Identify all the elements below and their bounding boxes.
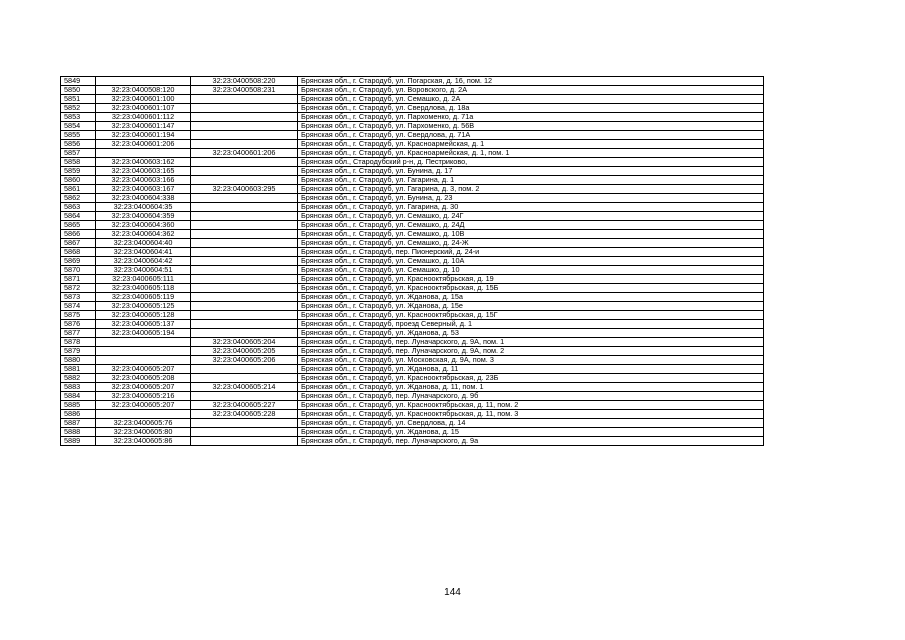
cadastral-number-cell: 32:23:0400605:207: [96, 383, 191, 392]
row-number-cell: 5860: [61, 176, 96, 185]
table-row: [61, 293, 764, 302]
table-row: [61, 113, 764, 122]
cadastral-number-cell: 32:23:0400604:360: [96, 221, 191, 230]
row-number-cell: 5880: [61, 356, 96, 365]
table-row: [61, 374, 764, 383]
address-cell: Брянская обл., г. Стародуб, ул. Свердлова, д. 71А: [298, 131, 764, 140]
address-cell: Брянская обл., г. Стародуб, пер. Луначарского, д. 9а: [298, 437, 764, 446]
row-number-cell: 5884: [61, 392, 96, 401]
row-number-cell: 5863: [61, 203, 96, 212]
row-number-cell: 5886: [61, 410, 96, 419]
premises-cadastral-cell: [191, 167, 298, 176]
row-number-cell: 5883: [61, 383, 96, 392]
address-cell: Брянская обл., г. Стародуб, ул. Семашко, д. 2А: [298, 95, 764, 104]
cadastral-number-cell: [96, 356, 191, 365]
table-row: [61, 383, 764, 392]
cadastral-number-cell: 32:23:0400605:194: [96, 329, 191, 338]
premises-cadastral-cell: [191, 221, 298, 230]
table-row: [61, 239, 764, 248]
table-row: [61, 329, 764, 338]
premises-cadastral-cell: 32:23:0400605:214: [191, 383, 298, 392]
row-number-cell: 5885: [61, 401, 96, 410]
table-row: [61, 104, 764, 113]
cadastral-number-cell: 32:23:0400605:119: [96, 293, 191, 302]
table-row: [61, 320, 764, 329]
table-row: [61, 275, 764, 284]
premises-cadastral-cell: [191, 293, 298, 302]
premises-cadastral-cell: [191, 95, 298, 104]
table-row: [61, 149, 764, 158]
row-number-cell: 5882: [61, 374, 96, 383]
table-row: [61, 131, 764, 140]
address-cell: Брянская обл., г. Стародуб, ул. Жданова, д. 53: [298, 329, 764, 338]
row-number-cell: 5859: [61, 167, 96, 176]
premises-cadastral-cell: [191, 329, 298, 338]
premises-cadastral-cell: [191, 374, 298, 383]
table-row: [61, 437, 764, 446]
premises-cadastral-cell: 32:23:0400605:227: [191, 401, 298, 410]
cadastral-number-cell: [96, 338, 191, 347]
premises-cadastral-cell: [191, 122, 298, 131]
address-cell: Брянская обл., г. Стародуб, ул. Семашко, д. 10В: [298, 230, 764, 239]
address-cell: Брянская обл., г. Стародуб, ул. Свердлова, д. 14: [298, 419, 764, 428]
premises-cadastral-cell: [191, 302, 298, 311]
cadastral-number-cell: [96, 149, 191, 158]
row-number-cell: 5868: [61, 248, 96, 257]
row-number-cell: 5855: [61, 131, 96, 140]
premises-cadastral-cell: 32:23:0400605:228: [191, 410, 298, 419]
address-cell: Брянская обл., г. Стародуб, ул. Краснооктябрьская, д. 11, пом. 2: [298, 401, 764, 410]
table-row: [61, 212, 764, 221]
row-number-cell: 5849: [61, 77, 96, 86]
cadastral-number-cell: 32:23:0400601:107: [96, 104, 191, 113]
address-cell: Брянская обл., г. Стародуб, ул. Красноармейская, д. 1: [298, 140, 764, 149]
row-number-cell: 5871: [61, 275, 96, 284]
table-row: [61, 428, 764, 437]
address-cell: Брянская обл., г. Стародуб, ул. Бунина, д. 17: [298, 167, 764, 176]
table-row: [61, 266, 764, 275]
premises-cadastral-cell: [191, 365, 298, 374]
table-row: [61, 392, 764, 401]
table-row: [61, 176, 764, 185]
cadastral-number-cell: 32:23:0400603:166: [96, 176, 191, 185]
address-cell: Брянская обл., г. Стародуб, ул. Семашко, д. 24-Ж: [298, 239, 764, 248]
cadastral-number-cell: 32:23:0400601:194: [96, 131, 191, 140]
table-row: [61, 248, 764, 257]
row-number-cell: 5858: [61, 158, 96, 167]
cadastral-number-cell: 32:23:0400605:86: [96, 437, 191, 446]
cadastral-number-cell: 32:23:0400604:362: [96, 230, 191, 239]
table-row: [61, 284, 764, 293]
table-row: [61, 410, 764, 419]
row-number-cell: 5852: [61, 104, 96, 113]
cadastral-number-cell: 32:23:0400601:100: [96, 95, 191, 104]
premises-cadastral-cell: 32:23:0400605:204: [191, 338, 298, 347]
cadastral-number-cell: 32:23:0400603:165: [96, 167, 191, 176]
cadastral-number-cell: 32:23:0400604:359: [96, 212, 191, 221]
premises-cadastral-cell: [191, 230, 298, 239]
cadastral-number-cell: 32:23:0400605:118: [96, 284, 191, 293]
table-row: [61, 86, 764, 95]
address-cell: Брянская обл., г. Стародуб, ул. Жданова, д. 15а: [298, 293, 764, 302]
address-cell: Брянская обл., г. Стародуб, ул. Семашко, д. 24Г: [298, 212, 764, 221]
premises-cadastral-cell: [191, 194, 298, 203]
table-row: [61, 311, 764, 320]
cadastral-number-cell: 32:23:0400601:206: [96, 140, 191, 149]
row-number-cell: 5864: [61, 212, 96, 221]
cadastral-number-cell: 32:23:0400601:147: [96, 122, 191, 131]
address-cell: Брянская обл., г. Стародуб, ул. Гагарина, д. 30: [298, 203, 764, 212]
address-cell: Брянская обл., г. Стародуб, ул. Пархоменко, д. 56В: [298, 122, 764, 131]
premises-cadastral-cell: [191, 239, 298, 248]
cadastral-number-cell: 32:23:0400604:51: [96, 266, 191, 275]
table-row: [61, 347, 764, 356]
cadastral-number-cell: 32:23:0400604:42: [96, 257, 191, 266]
address-cell: Брянская обл., г. Стародуб, ул. Краснооктябрьская, д. 11, пом. 3: [298, 410, 764, 419]
row-number-cell: 5877: [61, 329, 96, 338]
cadastral-number-cell: 32:23:0400605:80: [96, 428, 191, 437]
address-cell: Брянская обл., г. Стародуб, ул. Жданова, д. 15е: [298, 302, 764, 311]
table-row: [61, 365, 764, 374]
premises-cadastral-cell: [191, 419, 298, 428]
premises-cadastral-cell: 32:23:0400605:205: [191, 347, 298, 356]
address-cell: Брянская обл., г. Стародуб, пер. Луначарского, д. 9А, пом. 2: [298, 347, 764, 356]
address-cell: Брянская обл., г. Стародуб, пер. Пионерский, д. 24-и: [298, 248, 764, 257]
row-number-cell: 5857: [61, 149, 96, 158]
address-cell: Брянская обл., г. Стародуб, ул. Семашко, д. 10: [298, 266, 764, 275]
address-cell: Брянская обл., г. Стародуб, ул. Бунина, д. 23: [298, 194, 764, 203]
row-number-cell: 5862: [61, 194, 96, 203]
cadastral-number-cell: 32:23:0400605:207: [96, 365, 191, 374]
table-row: [61, 167, 764, 176]
address-cell: Брянская обл., г. Стародуб, пер. Луначарского, д. 9А, пом. 1: [298, 338, 764, 347]
row-number-cell: 5889: [61, 437, 96, 446]
premises-cadastral-cell: [191, 320, 298, 329]
table-row: [61, 158, 764, 167]
address-cell: Брянская обл., г. Стародуб, ул. Воровского, д. 2А: [298, 86, 764, 95]
address-cell: Брянская обл., г. Стародуб, ул. Семашко, д. 10А: [298, 257, 764, 266]
cadastral-number-cell: 32:23:0400605:125: [96, 302, 191, 311]
premises-cadastral-cell: [191, 176, 298, 185]
row-number-cell: 5875: [61, 311, 96, 320]
address-cell: Брянская обл., г. Стародуб, ул. Краснооктябрьская, д. 15Г: [298, 311, 764, 320]
address-cell: Брянская обл., г. Стародуб, ул. Краснооктябрьская, д. 15Б: [298, 284, 764, 293]
address-cell: Брянская обл., г. Стародуб, ул. Семашко, д. 24Д: [298, 221, 764, 230]
cadastral-number-cell: 32:23:0400604:41: [96, 248, 191, 257]
table-row: [61, 203, 764, 212]
premises-cadastral-cell: [191, 257, 298, 266]
table-row: [61, 338, 764, 347]
row-number-cell: 5874: [61, 302, 96, 311]
premises-cadastral-cell: [191, 113, 298, 122]
table-body: [61, 77, 764, 446]
table-row: [61, 302, 764, 311]
cadastral-number-cell: 32:23:0400605:207: [96, 401, 191, 410]
property-table: [60, 76, 764, 446]
address-cell: Брянская обл., г. Стародуб, проезд Северный, д. 1: [298, 320, 764, 329]
cadastral-number-cell: 32:23:0400605:128: [96, 311, 191, 320]
cadastral-number-cell: 32:23:0400603:167: [96, 185, 191, 194]
premises-cadastral-cell: [191, 266, 298, 275]
table-row: [61, 95, 764, 104]
cadastral-number-cell: 32:23:0400601:112: [96, 113, 191, 122]
row-number-cell: 5853: [61, 113, 96, 122]
table-row: [61, 122, 764, 131]
row-number-cell: 5879: [61, 347, 96, 356]
premises-cadastral-cell: [191, 311, 298, 320]
row-number-cell: 5850: [61, 86, 96, 95]
cadastral-number-cell: [96, 347, 191, 356]
cadastral-number-cell: 32:23:0400603:162: [96, 158, 191, 167]
cadastral-number-cell: 32:23:0400605:137: [96, 320, 191, 329]
address-cell: Брянская обл., г. Стародуб, ул. Гагарина, д. 3, пом. 2: [298, 185, 764, 194]
address-cell: Брянская обл., г. Стародуб, ул. Гагарина, д. 1: [298, 176, 764, 185]
table-row: [61, 419, 764, 428]
row-number-cell: 5856: [61, 140, 96, 149]
cadastral-number-cell: 32:23:0400605:76: [96, 419, 191, 428]
address-cell: Брянская обл., г. Стародуб, пер. Луначарского, д. 9б: [298, 392, 764, 401]
premises-cadastral-cell: [191, 392, 298, 401]
premises-cadastral-cell: 32:23:0400508:231: [191, 86, 298, 95]
premises-cadastral-cell: [191, 284, 298, 293]
cadastral-number-cell: [96, 77, 191, 86]
address-cell: Брянская обл., г. Стародуб, ул. Жданова, д. 11, пом. 1: [298, 383, 764, 392]
table-row: [61, 140, 764, 149]
row-number-cell: 5872: [61, 284, 96, 293]
row-number-cell: 5869: [61, 257, 96, 266]
address-cell: Брянская обл., г. Стародуб, ул. Московская, д. 9А, пом. 3: [298, 356, 764, 365]
premises-cadastral-cell: [191, 203, 298, 212]
premises-cadastral-cell: [191, 275, 298, 284]
premises-cadastral-cell: [191, 140, 298, 149]
premises-cadastral-cell: [191, 212, 298, 221]
cadastral-number-cell: [96, 410, 191, 419]
row-number-cell: 5851: [61, 95, 96, 104]
table-row: [61, 257, 764, 266]
address-cell: Брянская обл., г. Стародуб, ул. Краснооктябрьская, д. 19: [298, 275, 764, 284]
row-number-cell: 5866: [61, 230, 96, 239]
premises-cadastral-cell: [191, 248, 298, 257]
row-number-cell: 5854: [61, 122, 96, 131]
table-row: [61, 77, 764, 86]
address-cell: Брянская обл., г. Стародуб, ул. Свердлова, д. 18а: [298, 104, 764, 113]
cadastral-number-cell: 32:23:0400605:111: [96, 275, 191, 284]
cadastral-number-cell: 32:23:0400604:40: [96, 239, 191, 248]
address-cell: Брянская обл., г. Стародуб, ул. Пархоменко, д. 71а: [298, 113, 764, 122]
row-number-cell: 5876: [61, 320, 96, 329]
address-cell: Брянская обл., г. Стародуб, ул. Жданова, д. 15: [298, 428, 764, 437]
table-row: [61, 194, 764, 203]
table-row: [61, 356, 764, 365]
row-number-cell: 5870: [61, 266, 96, 275]
cadastral-number-cell: 32:23:0400604:338: [96, 194, 191, 203]
premises-cadastral-cell: [191, 437, 298, 446]
premises-cadastral-cell: [191, 104, 298, 113]
row-number-cell: 5867: [61, 239, 96, 248]
address-cell: Брянская обл., г. Стародуб, ул. Красноармейская, д. 1, пом. 1: [298, 149, 764, 158]
table-row: [61, 221, 764, 230]
premises-cadastral-cell: 32:23:0400603:295: [191, 185, 298, 194]
premises-cadastral-cell: 32:23:0400601:206: [191, 149, 298, 158]
table-row: [61, 230, 764, 239]
row-number-cell: 5873: [61, 293, 96, 302]
row-number-cell: 5878: [61, 338, 96, 347]
table-row: [61, 185, 764, 194]
page-number: 144: [444, 587, 461, 598]
cadastral-number-cell: 32:23:0400605:216: [96, 392, 191, 401]
address-cell: Брянская обл., Стародубский р-н, д. Пестриково,: [298, 158, 764, 167]
premises-cadastral-cell: [191, 158, 298, 167]
premises-cadastral-cell: 32:23:0400605:206: [191, 356, 298, 365]
cadastral-number-cell: 32:23:0400605:208: [96, 374, 191, 383]
premises-cadastral-cell: 32:23:0400508:220: [191, 77, 298, 86]
cadastral-number-cell: 32:23:0400604:35: [96, 203, 191, 212]
premises-cadastral-cell: [191, 428, 298, 437]
row-number-cell: 5888: [61, 428, 96, 437]
address-cell: Брянская обл., г. Стародуб, ул. Краснооктябрьская, д. 23Б: [298, 374, 764, 383]
row-number-cell: 5887: [61, 419, 96, 428]
table-row: [61, 401, 764, 410]
address-cell: Брянская обл., г. Стародуб, ул. Погарская, д. 16, пом. 12: [298, 77, 764, 86]
cadastral-number-cell: 32:23:0400508:120: [96, 86, 191, 95]
address-cell: Брянская обл., г. Стародуб, ул. Жданова, д. 11: [298, 365, 764, 374]
row-number-cell: 5861: [61, 185, 96, 194]
row-number-cell: 5881: [61, 365, 96, 374]
row-number-cell: 5865: [61, 221, 96, 230]
premises-cadastral-cell: [191, 131, 298, 140]
